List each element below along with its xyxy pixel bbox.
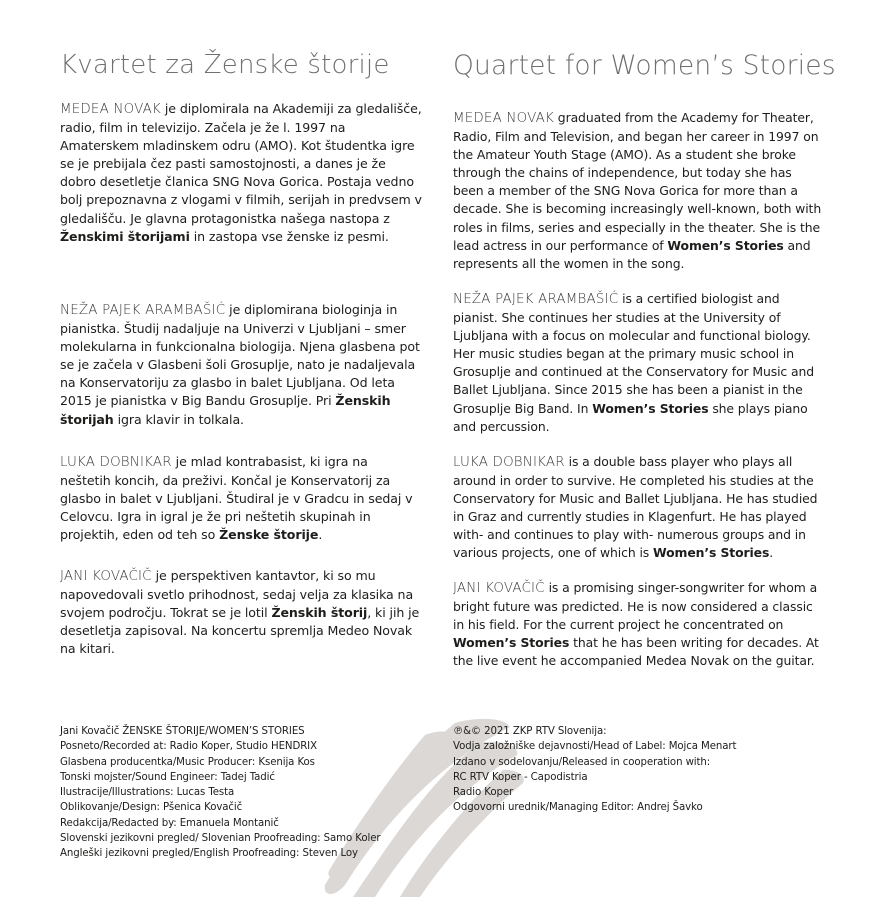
- credit-line: Oblikovanje/Design: Pšenica Kovačič: [60, 802, 243, 814]
- bio-text: is a certified biologist and pianist. She continues her studies at the University of Ljubljana with a focus on molecular and functional biology. Her music studies began at the primary music school in Grosuplje and continued at the Conservatory for Music and Ballet Ljubljana. Since 2015 she has been a pianist in the Grosuplje Big Band. In: [453, 291, 814, 416]
- credit-line: ℗&© 2021 ZKP RTV Slovenija:: [453, 726, 607, 737]
- bio-text-end: .: [318, 527, 323, 543]
- bio-highlight: Ženskimi štorijami: [60, 228, 190, 244]
- bio-jani-en: [453, 579, 825, 670]
- right-title: Quartet for Women’s Stories: [453, 50, 836, 81]
- bio-text: is a promising singer-songwriter for whom a bright future was predicted. He is now considered a classic in his field. For the current project he concentrated on: [453, 580, 818, 633]
- bio-highlight: Ženskih štorij: [271, 605, 368, 621]
- bio-text: graduated from the Academy for Theater, Radio, Film and Television, and began her career in 1997 on the Amateur Youth Stage (AMO). As a student she broke through the chains of independence, but today she has been a member of the SNG Nova Gorica for more than a decade. She is becoming increasingly well-known, both with roles in films, series and especially in the theater. She is the lead actress in our performance of: [453, 110, 822, 253]
- bio-luka-sl: [60, 453, 422, 544]
- credit-line: Vodja založniške dejavnosti/Head of Label: Mojca Menart: [453, 741, 737, 753]
- left-title: Kvartet za Ženske štorije: [60, 50, 390, 80]
- bio-name: LUKA DOBNIKAR: [453, 455, 565, 470]
- credit-line: Jani Kovačič ŽENSKE ŠTORIJE/WOMEN’S STORIES: [60, 726, 305, 737]
- bio-highlight: Ženskih štorijah: [60, 393, 391, 427]
- bio-name: NEŽA PAJEK ARAMBAŠIĆ: [453, 292, 619, 307]
- credit-line: Slovenski jezikovni pregled/ Slovenian Proofreading: Samo Koler: [60, 833, 381, 845]
- bio-name: JANI KOVAČIČ: [60, 569, 152, 584]
- credit-line: Ilustracije/Illustrations: Lucas Testa: [60, 787, 235, 799]
- bio-name: MEDEA NOVAK: [453, 111, 554, 126]
- bio-highlight: Women’s Stories: [592, 400, 709, 416]
- credit-line: Glasbena producentka/Music Producer: Ksenija Kos: [60, 756, 315, 768]
- bio-name: NEŽA PAJEK ARAMBAŠIĆ: [60, 303, 226, 318]
- credit-line: Radio Koper: [453, 787, 514, 799]
- bio-text: je perspektiven kantavtor, ki so mu napovedovali svetlo prihodnost, sedaj velja za klasika na svojem področju. Tokrat se je lotil: [60, 568, 414, 621]
- bio-text: is a double bass player who plays all around in order to survive. He completed his studies at the Conservatory for Music and Ballet Ljubljana. He has studied in Graz and currently studies in Klagenfurt. He has played with- and continues to play with- numerous groups and in various projects, one of which is: [453, 454, 818, 561]
- bio-text: je mlad kontrabasist, ki igra na neštetih koncih, da preživi. Končal je Konservatorij za glasbo in balet v Ljubljani. Študiral je v Gradcu in sedaj v Celovcu. Igra in igral je že pri neštetih skupinah in projektih, eden od teh so: [60, 454, 413, 543]
- credit-line: RC RTV Koper - Capodistria: [453, 771, 588, 783]
- credit-line: Redakcija/Redacted by: Emanuela Montanič: [60, 817, 279, 829]
- bio-name: JANI KOVAČIČ: [453, 581, 545, 596]
- credits-right: [453, 724, 833, 816]
- bio-medea-sl: [60, 100, 422, 246]
- bio-jani-sl: [60, 567, 422, 658]
- bio-text-end: that he has been writing for decades. At the live event he accompanied Medea Novak on the guitar.: [453, 635, 819, 669]
- credit-line: Izdano v sodelovanju/Released in cooperation with:: [453, 756, 711, 768]
- bio-text: je diplomirana biologinja in pianistka. Študij nadaljuje na Univerzi v Ljubljani – smer molekularna in funkcionalna biologija. Njena glasbena pot se je začela v Glasbeni šoli Grosuplje, nato je nadaljevala na Konservatoriju za glasbo in balet Ljubljana. Od leta 2015 je pianistka v Big Bandu Grosuplje. Pri: [60, 302, 420, 409]
- bio-luka-en: [453, 453, 825, 563]
- bio-text: je diplomirala na Akademiji za gledališče, radio, film in televizijo. Začela je že l. 1997 na Amaterskem mladinskem odru (AMO). Kot študentka igre se je prebijala čez pasti samostojnosti, a danes je že dobro desetletje članica SNG Nova Gorica. Postaja vedno bolj prepoznavna z vlogami v filmih, serijah in predvsem v gledališču. Je glavna protagonistka našega nastopa z: [60, 101, 422, 226]
- credits-left: [60, 724, 440, 862]
- bio-name: LUKA DOBNIKAR: [60, 455, 172, 470]
- bio-text-end: , ki jih je desetletja zapisoval. Na koncertu spremlja Medeo Novak na kitari.: [60, 605, 420, 657]
- bio-text-end: she plays piano and percussion.: [453, 400, 808, 434]
- credit-line: Angleški jezikovni pregled/English Proofreading: Steven Loy: [60, 848, 358, 860]
- bio-highlight: Women’s Stories: [453, 635, 570, 651]
- credit-line: Odgovorni urednik/Managing Editor: Andrej Šavko: [453, 802, 703, 814]
- bio-neza-sl: [60, 301, 422, 429]
- bio-highlight: Women’s Stories: [667, 237, 784, 253]
- bio-text-end: in zastopa vse ženske iz pesmi.: [189, 228, 389, 244]
- bio-text-end: igra klavir in tolkala.: [113, 411, 244, 427]
- bio-neza-en: [453, 290, 825, 436]
- bio-text-end: .: [769, 545, 774, 561]
- bio-text-end: and represents all the women in the song.: [453, 237, 811, 271]
- credit-line: Tonski mojster/Sound Engineer: Tadej Tadić: [60, 771, 275, 783]
- credit-line: Posneto/Recorded at: Radio Koper, Studio HENDRIX: [60, 741, 317, 753]
- bio-medea-en: [453, 109, 825, 273]
- bio-name: MEDEA NOVAK: [60, 102, 161, 117]
- bio-highlight: Women’s Stories: [652, 545, 770, 561]
- bio-highlight: Ženske štorije: [219, 527, 319, 543]
